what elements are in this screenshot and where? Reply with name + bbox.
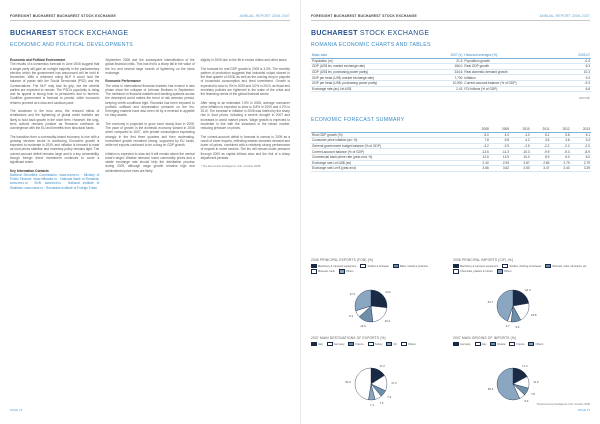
slice-label: 51.0 — [345, 380, 351, 385]
legend-item — [497, 269, 512, 273]
table-cell: 4.2 — [510, 138, 531, 144]
table-cell: Population (m) — [311, 58, 437, 64]
chart-legend — [453, 264, 588, 274]
table-cell: Population growth — [463, 58, 565, 64]
right-header-right: ANNUAL REPORT 2006-2007 — [539, 14, 590, 18]
chart-legend — [453, 342, 588, 346]
slice-label: 44.7 — [487, 300, 494, 305]
column-header: 2008 — [469, 127, 490, 132]
table-cell: 6.3 — [565, 64, 591, 70]
table-cell: 2.83 — [531, 160, 551, 166]
left-subtitle: ECONOMIC AND POLITICAL DEVELOPMENTS — [10, 42, 134, 48]
left-columns — [10, 58, 290, 194]
slice-label: 7.1 — [370, 402, 375, 407]
chart-title: 2006 PRINCIPAL IMPORTS (CIF) (%) — [453, 258, 514, 262]
legend-item — [401, 342, 416, 346]
legend-label: Germany — [333, 342, 345, 346]
paragraph: Inflation is expected to slow but it will remain above the central bank's target. Weaker demand, lower commodity prices and a stable exchange rate should help the disinflation process during 2009, although wage growth remains high and administered price rises are likely. — [105, 151, 195, 173]
text-column-3 — [201, 58, 290, 194]
legend-swatch — [311, 269, 317, 273]
legend-item — [545, 264, 586, 268]
table-cell: 8.0 — [469, 132, 490, 138]
table-cell: 10,900 — [437, 80, 463, 86]
table-row — [311, 86, 591, 92]
left-header-left: FORESIGHT BUCHAREST BUCHAREST STOCK EXCHANGE — [10, 14, 116, 18]
right-title-rest: STOCK EXCHANGE — [359, 30, 430, 37]
paragraph: The crisis in international financial markets has evoked a new phase since the collapse of Lehman Brothers in September. The meltdown in financial markets and banking systems across the developed world makes the trend of risk aversion persist, keeping credit conditions tight. Romania has been exposed to portfolio outflows and depreciation pressure on the leu. Emerging markets have also been hit by a reversal in appetite for risky assets. — [105, 83, 195, 118]
legend-label: Others — [407, 342, 416, 346]
table-cell: 234.6 — [437, 69, 463, 75]
legend-item — [327, 342, 345, 346]
legend-label: Others — [503, 270, 512, 274]
table-cell: Current-account balance (% of GDP) — [463, 80, 565, 86]
slice-label: 7.4 — [387, 394, 392, 399]
table-cell: Real GDP growth — [463, 64, 565, 70]
legend-item — [453, 342, 471, 346]
legend-item — [311, 264, 356, 268]
slice-label: 17.2 — [379, 363, 385, 368]
text-column-2 — [105, 58, 194, 194]
table-cell: 4.0 — [510, 132, 531, 138]
legend-swatch — [453, 342, 459, 346]
legend-item — [393, 264, 428, 268]
legend-item — [311, 269, 335, 273]
column-header: 2013 — [571, 127, 591, 132]
legend-item — [368, 342, 383, 346]
table-cell: -9.3 — [565, 80, 591, 86]
column-header: 2003-07 — [565, 53, 591, 58]
table-cell: -2.2 — [531, 143, 551, 149]
table-cell: Inflation — [463, 75, 565, 81]
left-title-rest: STOCK EXCHANGE — [58, 30, 129, 37]
paragraph: The slowdown in the euro area, the reduced inflow of remittances and the tightening of global credit markets are likely to hold back growth in the short term. However, the long-term outlook remains positive as Romania continues its convergence with the EU and benefits from structural funds. — [10, 109, 100, 131]
text-column-1 — [10, 58, 99, 194]
legend-swatch — [509, 342, 515, 346]
table-cell: 3.50 — [510, 166, 531, 172]
table-cell: -2.0 — [571, 143, 591, 149]
table-cell: 3.47 — [531, 166, 551, 172]
legend-label: Others — [345, 270, 354, 274]
table-cell: -9.3 — [550, 149, 570, 155]
legend-label: Germany — [460, 342, 471, 346]
slice-label: 6.3 — [349, 314, 354, 319]
slice-label: 22.4 — [525, 287, 531, 292]
slice-label: 3.7 — [505, 324, 510, 329]
legend-item — [490, 342, 505, 346]
table-cell: 7.8 — [469, 138, 490, 144]
legend-item — [502, 264, 541, 268]
table-cell: 9.3 — [565, 75, 591, 81]
right-title — [311, 30, 429, 37]
legend-swatch — [502, 264, 508, 268]
forecast-subtitle: ECONOMIC FORECAST SUMMARY — [311, 117, 405, 123]
charts-source: The Economist Intelligence Unit, October 2008 — [536, 403, 590, 406]
left-header-right: ANNUAL REPORT 2006-2007 — [239, 14, 290, 18]
slice-label: 6.0 — [524, 399, 529, 404]
table-cell: -0.4 — [565, 58, 591, 64]
table-cell: Commercial bank prime rate (year-end; %) — [311, 154, 469, 160]
legend-swatch — [453, 264, 459, 268]
legend-swatch — [453, 269, 459, 273]
slice-label: 27.0 — [349, 291, 356, 296]
table-cell: 7,700 — [437, 75, 463, 81]
table-cell: GDP (US$ bn; purchasing power parity) — [311, 69, 437, 75]
legend-label: Italy — [481, 342, 487, 346]
left-page-number: PAGE 72 — [10, 408, 23, 412]
legend-label: France — [355, 342, 364, 346]
legend-label: Machinery & transport equipment — [318, 264, 357, 268]
column-header: 2012 — [550, 127, 570, 132]
slice-label: 9.9 — [515, 324, 520, 329]
slice-label: 17.2 — [391, 380, 397, 385]
table-cell: 8.9 — [531, 154, 551, 160]
legend-label: UK — [393, 342, 397, 346]
legend-swatch — [327, 342, 333, 346]
table-cell: Real GDP growth (%) — [311, 132, 469, 138]
legend-swatch — [348, 342, 354, 346]
table-cell: -2.9 — [490, 143, 510, 149]
pie-slice — [355, 368, 371, 400]
legend-swatch — [386, 342, 392, 346]
table-cell: 6.0 — [571, 154, 591, 160]
table-cell: 5.1 — [571, 132, 591, 138]
right-subtitle: ROMANIA ECONOMIC CHARTS AND TABLES — [311, 42, 431, 48]
slice-label: 19.4 — [384, 318, 391, 323]
footnote: * The Economist Intelligence Unit, October 2008 — [200, 164, 261, 169]
table-cell: -13.6 — [469, 149, 490, 155]
column-header: 2009 — [490, 127, 510, 132]
section-heading: Economic and Political Environment — [10, 58, 66, 62]
section-heading: Economic Performance — [105, 79, 141, 84]
legend-item — [453, 269, 493, 273]
legend-item — [509, 342, 524, 346]
slice-label: 7.6 — [379, 400, 384, 405]
table-cell: 4.0 — [490, 132, 510, 138]
table-cell: 2.79 — [550, 160, 570, 166]
legend-label: Chemicals, plastics & rubber — [460, 270, 493, 274]
table-cell: 21.5 — [437, 58, 463, 64]
legend-label: Machinery & transport equipment — [460, 264, 499, 268]
paragraph: The results of a consensus forecast in June 2006 suggest that a single party will gain an outright majority in the parliamentary election which the government has announced will be held in November. With a reformed ruling NLP it could hold the balance of power with the Social Democrats (PSD) and the Conservatives. The NLP may lose its grip, but the centrist parties are expected to remain. The PSD's popularity is rising and its appeal is strong both to pensioners and to farmers. Coalition government is forecast to persist, while economic reforms proceed at a slow and cautious pace. — [10, 62, 100, 105]
legend-swatch — [339, 269, 345, 273]
legend-item — [386, 342, 397, 346]
table-cell: 3.43 — [550, 166, 570, 172]
table-cell: 3.5 — [531, 138, 551, 144]
legend-swatch — [360, 264, 366, 268]
table-cell: -2.2 — [550, 143, 570, 149]
table-cell: 5.2 — [531, 132, 551, 138]
table-cell: 6.0 — [550, 154, 570, 160]
column-header: Historical averages (%) — [463, 53, 565, 58]
pie-chart — [311, 258, 446, 326]
column-header: 2011 — [531, 127, 551, 132]
table-cell: 13.9 — [490, 154, 510, 160]
table-cell: Exchange rate (av) Lei:US$ — [311, 86, 437, 92]
slice-label: 24.2 — [385, 289, 391, 294]
legend-label: Italy — [318, 342, 323, 346]
table-cell: 3.62 — [490, 166, 510, 172]
table-cell: Consumer price inflation (av; %) — [311, 138, 469, 144]
table-cell: 2.87 — [510, 160, 531, 166]
table-cell: 3.3 — [571, 138, 591, 144]
slice-label: 17.2 — [522, 364, 528, 369]
right-header-left: FORESIGHT BUCHAREST BUCHAREST STOCK EXCHANGE — [311, 14, 417, 18]
legend-label: France — [516, 342, 525, 346]
right-header — [311, 14, 590, 21]
right-page-number: PAGE 73 — [577, 408, 590, 412]
legend-label: Others — [535, 342, 544, 346]
legend-label: Russia — [497, 342, 506, 346]
pie-chart — [453, 258, 588, 329]
table-cell: Exchange rate Lei:US$ (av) — [311, 160, 469, 166]
paragraph: The forecast for real GDP growth in 2009 is 3.0%. The monthly pattern of production suggests that industrial output slowed in the final quarter of 2008, as well as the coming drop in payrolls of household consumption and fixed investment. Growth is expected to slow to 3% in 2009 and 4.0% in 2010, as fiscal and monetary policies are tightened in the wake of the crisis and the financing needs of the global financial sector. — [200, 66, 290, 97]
legend-item — [339, 269, 354, 273]
legend-swatch — [497, 269, 503, 273]
left-title-city: BUCHAREST — [10, 30, 57, 37]
legend-label: Textiles, clothing & footwear — [509, 264, 542, 268]
table-cell: 10.3 — [565, 69, 591, 75]
legend-swatch — [393, 264, 399, 268]
legend-item — [453, 264, 498, 268]
right-page — [300, 0, 600, 424]
table-cell: 3.66 — [469, 166, 490, 172]
left-title — [10, 30, 128, 37]
slice-label: 13.6 — [360, 323, 366, 328]
legend-label: Minerals, fuels — [318, 270, 335, 274]
table-cell: -11.3 — [490, 149, 510, 155]
legend-swatch — [545, 264, 551, 268]
basic-data-note: 2007 IMF — [579, 97, 590, 100]
chart-legend — [311, 342, 446, 346]
slice-label: 11.9 — [533, 379, 539, 384]
table-cell: 2.93 — [490, 160, 510, 166]
table-cell: GDP per head (US$; purchasing power parity) — [311, 80, 437, 86]
column-header: 2007 (e) — [437, 53, 463, 58]
legend-swatch — [311, 342, 317, 346]
slice-label: 19.8 — [530, 313, 537, 318]
table-cell: 2.43 — [437, 86, 463, 92]
paragraph: After rising to an estimated 7.8% in 2008, average consumer price inflation is expected to slow to 5.8% in 2009 and 4.2% in 2010. The increase in inflation in 2008 was fuelled by the sharp rise in food prices, following a severe drought in 2007 and increases in world market prices. Wage growth is expected to moderate in line with the slowdown in the labour market, reducing pressure on prices. — [200, 100, 290, 131]
legend-item — [311, 342, 323, 346]
pie-chart — [311, 336, 446, 407]
paragraph: slightly in 2009 due to the lift in excise duties and other taxes. — [200, 58, 288, 62]
pie-chart — [453, 336, 588, 404]
chart-title: 2007 MAIN DESTINATIONS OF EXPORTS (%) — [311, 336, 386, 340]
legend-label: Textiles & footwear — [367, 264, 389, 268]
contact-links: National Securities Commission: www.cnvmr.ro · Ministry of Public Finance: www.mfinante.ro · National Bank of Romania: www.bnro.ro · BVB: www.bvb.ro · National Institute of Statistics: www.insse.ro · Romanian Institute of Foreign Trade — [10, 172, 100, 190]
legend-swatch — [401, 342, 407, 346]
table-cell: -8.9 — [571, 149, 591, 155]
paragraph: The current-account deficit is forecast to narrow in 2009 as a result of lower imports, reflecting weaker domestic demand and lower oil prices, combined with a relatively strong performance of exports in some sectors. The leu will remain under pressure through 2009 as capital inflows slow and the risk of a sharp adjustment persists. — [200, 134, 290, 160]
legend-swatch — [490, 342, 496, 346]
legend-item — [348, 342, 363, 346]
right-title-city: BUCHAREST — [311, 30, 358, 37]
chart-title: 2006 PRINCIPAL EXPORTS (FOB) (%) — [311, 258, 374, 262]
table-cell: Real domestic demand growth — [463, 69, 565, 75]
left-header — [10, 14, 290, 21]
table-cell: 10.0 — [510, 154, 531, 160]
table-cell: GDP (US$ bn; market exchange rate) — [311, 64, 437, 70]
table-cell: -10.3 — [510, 149, 531, 155]
table-cell: Current-account balance (% of GDP) — [311, 149, 469, 155]
slice-label: 7.8 — [531, 392, 535, 397]
legend-label: Basic metals & products — [400, 264, 428, 268]
legend-item — [475, 342, 487, 346]
legend-swatch — [311, 264, 317, 268]
table-cell: 2.40 — [469, 160, 490, 166]
table-cell: FDI inflows (% of GDP) — [463, 86, 565, 92]
table-cell: 3.39 — [571, 166, 591, 172]
table-row — [311, 166, 591, 172]
legend-item — [528, 342, 543, 346]
column-header: 2010 — [510, 127, 531, 132]
table-cell: 2.79 — [571, 160, 591, 166]
table-cell: General government budget balance (% of GDP) — [311, 143, 469, 149]
slice-label: 56.6 — [487, 386, 494, 391]
paragraph: September 2008 and the subsequent intensification of the global financial crisis. This has led to a sharp fall in the value of the leu and several large rounds of tightening on the stock exchange. — [105, 58, 195, 75]
table-cell: -2.5 — [510, 143, 531, 149]
legend-swatch — [368, 342, 374, 346]
forecast-table — [311, 127, 591, 172]
table-cell: 3.6 — [550, 138, 570, 144]
table-cell: 166.0 — [437, 64, 463, 70]
chart-title: 2007 MAIN ORIGINS OF IMPORTS (%) — [453, 336, 517, 340]
basic-data-table — [311, 53, 591, 92]
table-cell: -3.2 — [469, 143, 490, 149]
paragraph: The transition from a commodity-based economy to one with a growing services sector is continuing. Economic growth is expected to moderate in 2009, and inflation is forecast to ease as food prices stabilise and monetary policy remains tight. The current-account deficit remains large and is a key vulnerability, though foreign direct investment continues to cover a significant share. — [10, 134, 100, 165]
paragraph: The economy is projected to grow more slowly than in 2008. The pace of growth in the domestic economy slowed in 2008 when compared to 2007, with private consumption expanding strongly in the first three quarters and then moderating. Investment growth remained strong, supported by EU funds, while net exports continued to be a drag on GDP growth. — [105, 121, 195, 148]
table-cell: 5.8 — [490, 138, 510, 144]
column-header: Basic data — [311, 53, 437, 58]
legend-swatch — [475, 342, 481, 346]
legend-item — [360, 264, 389, 268]
legend-swatch — [528, 342, 534, 346]
legend-label: Minerals, fuels, lubricants, etc — [552, 264, 587, 268]
legend-label: Turkey — [374, 342, 383, 346]
table-cell: -9.9 — [531, 149, 551, 155]
chart-legend — [311, 264, 446, 274]
table-cell: 6.6 — [565, 86, 591, 92]
table-cell: 5.6 — [550, 132, 570, 138]
section-heading: Key Information Contacts — [10, 168, 49, 173]
table-cell: GDP per head (US$; market exchange rate) — [311, 75, 437, 81]
table-cell: 12.6 — [469, 154, 490, 160]
table-cell: Exchange rate Lei:€ (year-end) — [311, 166, 469, 172]
